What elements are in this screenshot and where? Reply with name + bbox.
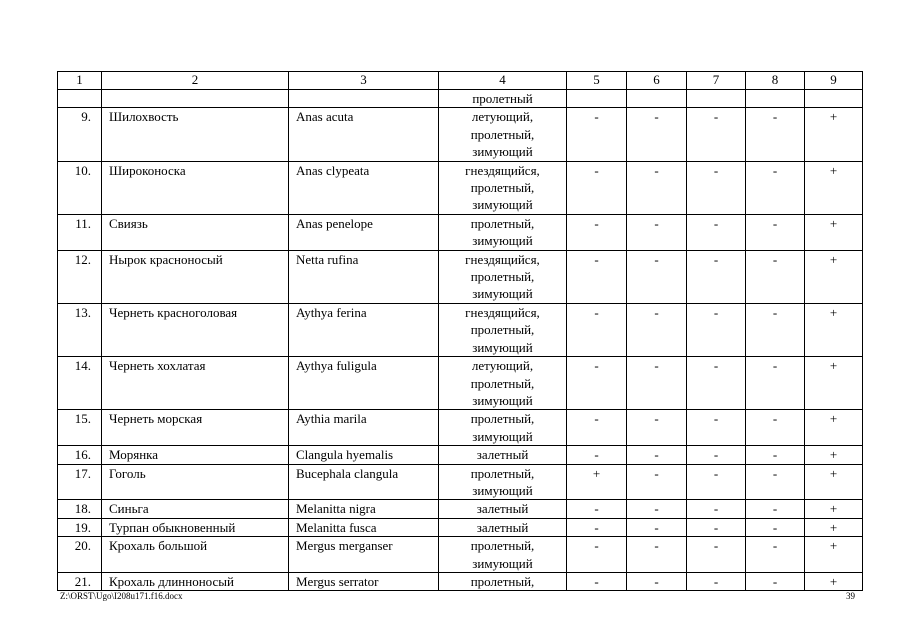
col-8-mark: -	[746, 161, 805, 214]
col-7-mark: -	[687, 518, 746, 536]
table-row	[58, 464, 863, 500]
species-name: Синьга	[102, 500, 289, 518]
latin-name: Anas penelope	[289, 214, 439, 250]
col-8-mark: -	[746, 214, 805, 250]
col-9-mark: +	[805, 464, 863, 500]
table-row	[58, 572, 863, 590]
col-5-mark: -	[567, 357, 627, 410]
col-6-mark: -	[627, 410, 687, 446]
header-cell-7: 7	[687, 72, 746, 90]
table-row	[58, 214, 863, 250]
table-body	[58, 72, 863, 591]
col-8-mark: -	[746, 537, 805, 573]
col-7-mark: -	[687, 108, 746, 161]
col-7-mark: -	[687, 303, 746, 356]
col-9-mark: +	[805, 303, 863, 356]
species-table	[57, 71, 863, 591]
row-number: 11.	[58, 214, 102, 250]
col-6-mark: -	[627, 214, 687, 250]
col-7-mark: -	[687, 537, 746, 573]
species-name: Широконоска	[102, 161, 289, 214]
col-7-mark: -	[687, 464, 746, 500]
col-8-mark: -	[746, 108, 805, 161]
continuation-row	[58, 90, 863, 108]
status: гнездящийся, пролетный, зимующий	[439, 303, 567, 356]
header-row	[58, 72, 863, 90]
col-8-mark: -	[746, 446, 805, 464]
col-6-mark: -	[627, 303, 687, 356]
col-5-mark: +	[567, 464, 627, 500]
footer-page-number: 39	[846, 591, 855, 601]
status: пролетный,	[439, 572, 567, 590]
row-number: 13.	[58, 303, 102, 356]
table-row	[58, 303, 863, 356]
col-5-mark: -	[567, 572, 627, 590]
status: пролетный, зимующий	[439, 464, 567, 500]
row-number: 14.	[58, 357, 102, 410]
continuation-empty-cell	[289, 90, 439, 108]
header-cell-4: 4	[439, 72, 567, 90]
table-row	[58, 108, 863, 161]
species-name: Чернеть морская	[102, 410, 289, 446]
species-name: Крохаль большой	[102, 537, 289, 573]
col-9-mark: +	[805, 357, 863, 410]
col-7-mark: -	[687, 410, 746, 446]
col-8-mark: -	[746, 250, 805, 303]
col-9-mark: +	[805, 500, 863, 518]
col-9-mark: +	[805, 250, 863, 303]
continuation-empty-cell	[627, 90, 687, 108]
latin-name: Aythya ferina	[289, 303, 439, 356]
continuation-empty-cell	[102, 90, 289, 108]
species-name: Гоголь	[102, 464, 289, 500]
table-row	[58, 250, 863, 303]
header-cell-5: 5	[567, 72, 627, 90]
col-5-mark: -	[567, 303, 627, 356]
row-number: 17.	[58, 464, 102, 500]
status: летующий, пролетный, зимующий	[439, 357, 567, 410]
col-5-mark: -	[567, 446, 627, 464]
col-9-mark: +	[805, 214, 863, 250]
col-5-mark: -	[567, 214, 627, 250]
status: залетный	[439, 446, 567, 464]
continuation-empty-cell	[805, 90, 863, 108]
col-7-mark: -	[687, 161, 746, 214]
status: гнездящийся, пролетный, зимующий	[439, 161, 567, 214]
col-6-mark: -	[627, 572, 687, 590]
row-number: 21.	[58, 572, 102, 590]
status: залетный	[439, 500, 567, 518]
col-6-mark: -	[627, 518, 687, 536]
row-number: 20.	[58, 537, 102, 573]
continuation-status: пролетный	[439, 90, 567, 108]
latin-name: Mergus serrator	[289, 572, 439, 590]
continuation-empty-cell	[687, 90, 746, 108]
status: летующий, пролетный, зимующий	[439, 108, 567, 161]
row-number: 18.	[58, 500, 102, 518]
status: пролетный, зимующий	[439, 214, 567, 250]
col-6-mark: -	[627, 161, 687, 214]
table-row	[58, 500, 863, 518]
row-number: 16.	[58, 446, 102, 464]
col-9-mark: +	[805, 537, 863, 573]
latin-name: Anas acuta	[289, 108, 439, 161]
latin-name: Mergus merganser	[289, 537, 439, 573]
col-9-mark: +	[805, 572, 863, 590]
col-8-mark: -	[746, 303, 805, 356]
status: залетный	[439, 518, 567, 536]
row-number: 12.	[58, 250, 102, 303]
row-number: 10.	[58, 161, 102, 214]
continuation-empty-cell	[58, 90, 102, 108]
table-row	[58, 537, 863, 573]
table-row	[58, 518, 863, 536]
header-cell-1: 1	[58, 72, 102, 90]
table-row	[58, 410, 863, 446]
latin-name: Bucephala clangula	[289, 464, 439, 500]
col-8-mark: -	[746, 464, 805, 500]
col-9-mark: +	[805, 518, 863, 536]
latin-name: Aythia marila	[289, 410, 439, 446]
latin-name: Anas clypeata	[289, 161, 439, 214]
col-6-mark: -	[627, 500, 687, 518]
col-9-mark: +	[805, 108, 863, 161]
species-name: Турпан обыкновенный	[102, 518, 289, 536]
col-7-mark: -	[687, 250, 746, 303]
col-8-mark: -	[746, 410, 805, 446]
col-8-mark: -	[746, 357, 805, 410]
col-9-mark: +	[805, 446, 863, 464]
row-number: 15.	[58, 410, 102, 446]
species-name: Крохаль длинноносый	[102, 572, 289, 590]
col-6-mark: -	[627, 446, 687, 464]
col-9-mark: +	[805, 161, 863, 214]
col-5-mark: -	[567, 518, 627, 536]
latin-name: Clangula hyemalis	[289, 446, 439, 464]
header-cell-2: 2	[102, 72, 289, 90]
col-7-mark: -	[687, 572, 746, 590]
table-row	[58, 446, 863, 464]
species-name: Свиязь	[102, 214, 289, 250]
row-number: 9.	[58, 108, 102, 161]
status: пролетный, зимующий	[439, 410, 567, 446]
col-6-mark: -	[627, 250, 687, 303]
continuation-empty-cell	[746, 90, 805, 108]
col-7-mark: -	[687, 446, 746, 464]
latin-name: Aythya fuligula	[289, 357, 439, 410]
header-cell-3: 3	[289, 72, 439, 90]
col-8-mark: -	[746, 572, 805, 590]
col-8-mark: -	[746, 500, 805, 518]
table-row	[58, 357, 863, 410]
col-5-mark: -	[567, 161, 627, 214]
latin-name: Melanitta fusca	[289, 518, 439, 536]
species-name: Шилохвость	[102, 108, 289, 161]
latin-name: Melanitta nigra	[289, 500, 439, 518]
status: пролетный, зимующий	[439, 537, 567, 573]
col-5-mark: -	[567, 410, 627, 446]
col-6-mark: -	[627, 537, 687, 573]
col-5-mark: -	[567, 108, 627, 161]
col-6-mark: -	[627, 108, 687, 161]
col-5-mark: -	[567, 537, 627, 573]
row-number: 19.	[58, 518, 102, 536]
table-row	[58, 161, 863, 214]
col-9-mark: +	[805, 410, 863, 446]
species-name: Чернеть красноголовая	[102, 303, 289, 356]
species-name: Морянка	[102, 446, 289, 464]
latin-name: Netta rufina	[289, 250, 439, 303]
status: гнездящийся, пролетный, зимующий	[439, 250, 567, 303]
species-name: Чернеть хохлатая	[102, 357, 289, 410]
col-6-mark: -	[627, 357, 687, 410]
col-5-mark: -	[567, 250, 627, 303]
col-6-mark: -	[627, 464, 687, 500]
continuation-empty-cell	[567, 90, 627, 108]
header-cell-8: 8	[746, 72, 805, 90]
col-7-mark: -	[687, 214, 746, 250]
species-name: Нырок красноносый	[102, 250, 289, 303]
col-7-mark: -	[687, 500, 746, 518]
footer-file-path: Z:\ORST\Ugo\I208u171.f16.docx	[60, 591, 183, 601]
col-8-mark: -	[746, 518, 805, 536]
col-7-mark: -	[687, 357, 746, 410]
col-5-mark: -	[567, 500, 627, 518]
header-cell-6: 6	[627, 72, 687, 90]
header-cell-9: 9	[805, 72, 863, 90]
